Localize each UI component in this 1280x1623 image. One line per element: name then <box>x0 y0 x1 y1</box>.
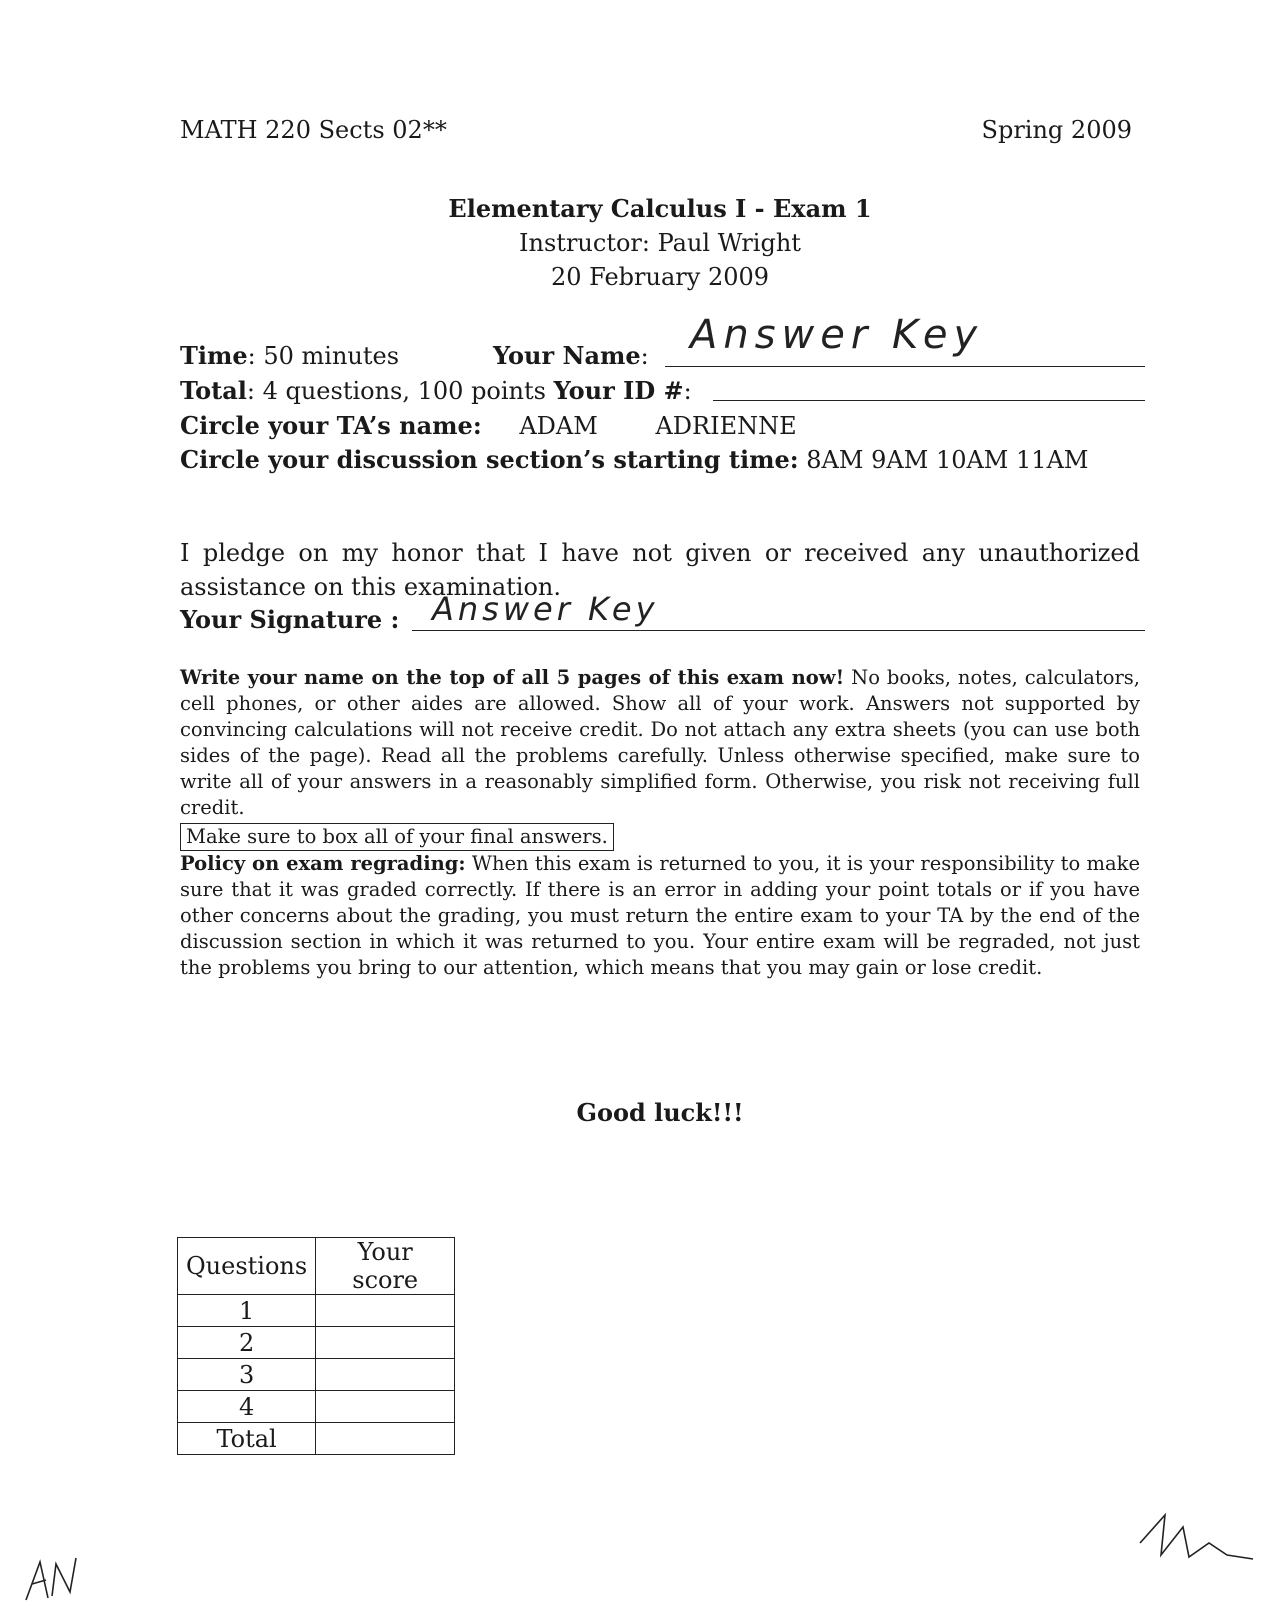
score-cell[interactable] <box>316 1359 455 1391</box>
questions-header: Questions <box>178 1238 316 1295</box>
exam-title: Elementary Calculus I - Exam 1 <box>448 194 872 223</box>
handwritten-initials-left <box>18 1540 88 1610</box>
question-number: 4 <box>178 1391 316 1423</box>
section-option-9am[interactable]: 9AM <box>871 446 929 474</box>
instructions-paragraph <box>180 665 1140 851</box>
exam-date: 20 February 2009 <box>550 263 770 291</box>
score-cell[interactable] <box>316 1327 455 1359</box>
handwritten-mark-right <box>1135 1505 1260 1585</box>
section-label: Circle your discussion section’s starting time: <box>180 445 799 474</box>
handwritten-name: Answer Key <box>690 312 984 358</box>
table-row <box>178 1391 455 1423</box>
honor-pledge: I pledge on my honor that I have not given or received any unauthorized assistance on this examination. <box>180 539 1140 601</box>
section-option-11am[interactable]: 11AM <box>1016 446 1089 474</box>
table-header-row <box>178 1238 455 1295</box>
table-row <box>178 1359 455 1391</box>
id-field-line[interactable] <box>713 400 1145 401</box>
ta-option-adrienne[interactable]: ADRIENNE <box>655 412 797 440</box>
section-option-8am[interactable]: 8AM <box>806 446 864 474</box>
title-block <box>0 192 1280 294</box>
policy-body: When this exam is returned to you, it is your responsibility to make sure that it was graded correctly. If there is an error in adding your point totals or if you have other concerns about the grading, you must return the entire exam to your TA by the end of the discussion section in which it was returned to you. Your entire exam will be regraded, not just the problems you bring to our attention, which means that you may gain or lose credit. <box>180 852 1140 979</box>
table-row <box>178 1295 455 1327</box>
policy-lead: Policy on exam regrading: <box>180 852 466 875</box>
table-row <box>178 1423 455 1455</box>
ta-label: Circle your TA’s name: <box>180 411 482 440</box>
signature-label: Your Signature : <box>180 605 400 634</box>
ta-option-adam[interactable]: ADAM <box>519 412 598 440</box>
handwritten-signature: Answer Key <box>432 590 659 628</box>
regrade-policy <box>180 851 1140 981</box>
question-number: 2 <box>178 1327 316 1359</box>
name-field-line[interactable] <box>665 366 1145 367</box>
name-label: Your Name <box>493 341 641 370</box>
total-label-cell: Total <box>178 1423 316 1455</box>
good-luck: Good luck!!! <box>576 1098 744 1127</box>
total-label: Total <box>180 376 247 405</box>
score-cell[interactable] <box>316 1391 455 1423</box>
table-row <box>178 1327 455 1359</box>
question-number: 3 <box>178 1359 316 1391</box>
signature-line[interactable] <box>412 630 1145 631</box>
score-table <box>177 1237 455 1455</box>
signature-row <box>180 605 399 634</box>
id-label: Your ID # <box>553 376 684 405</box>
instructor-line: Instructor: Paul Wright <box>519 229 801 257</box>
box-answers-note: Make sure to box all of your final answers. <box>180 823 614 851</box>
ta-row <box>180 411 797 440</box>
time-row <box>180 341 399 370</box>
section-row <box>180 445 1088 474</box>
instructions-lead: Write your name on the top of all 5 pages of this exam now! <box>180 666 845 689</box>
question-number: 1 <box>178 1295 316 1327</box>
total-value: : 4 questions, 100 points <box>246 377 546 405</box>
score-header: Your score <box>316 1238 455 1295</box>
instructions-body: No books, notes, calculators, cell phones, or other aides are allowed. Show all of your work. Answers not supported by convincing calculations will not receive credit. Do not attach any extra sheets (you can use both sides of the page). Read all the problems carefully. Unless otherwise specified, make sure to write all of your answers in a reasonably simplified form. Otherwise, you risk not receiving full credit. <box>180 666 1140 819</box>
course-header: MATH 220 Sects 02** <box>180 116 447 144</box>
term-header: Spring 2009 <box>981 116 1132 144</box>
name-label-row: Your Name: <box>493 341 649 370</box>
time-value: : 50 minutes <box>247 342 400 370</box>
time-label: Time <box>180 341 248 370</box>
total-row: Total: 4 questions, 100 points Your ID #: <box>180 376 692 405</box>
section-option-10am[interactable]: 10AM <box>935 446 1009 474</box>
total-score-cell[interactable] <box>316 1423 455 1455</box>
score-cell[interactable] <box>316 1295 455 1327</box>
